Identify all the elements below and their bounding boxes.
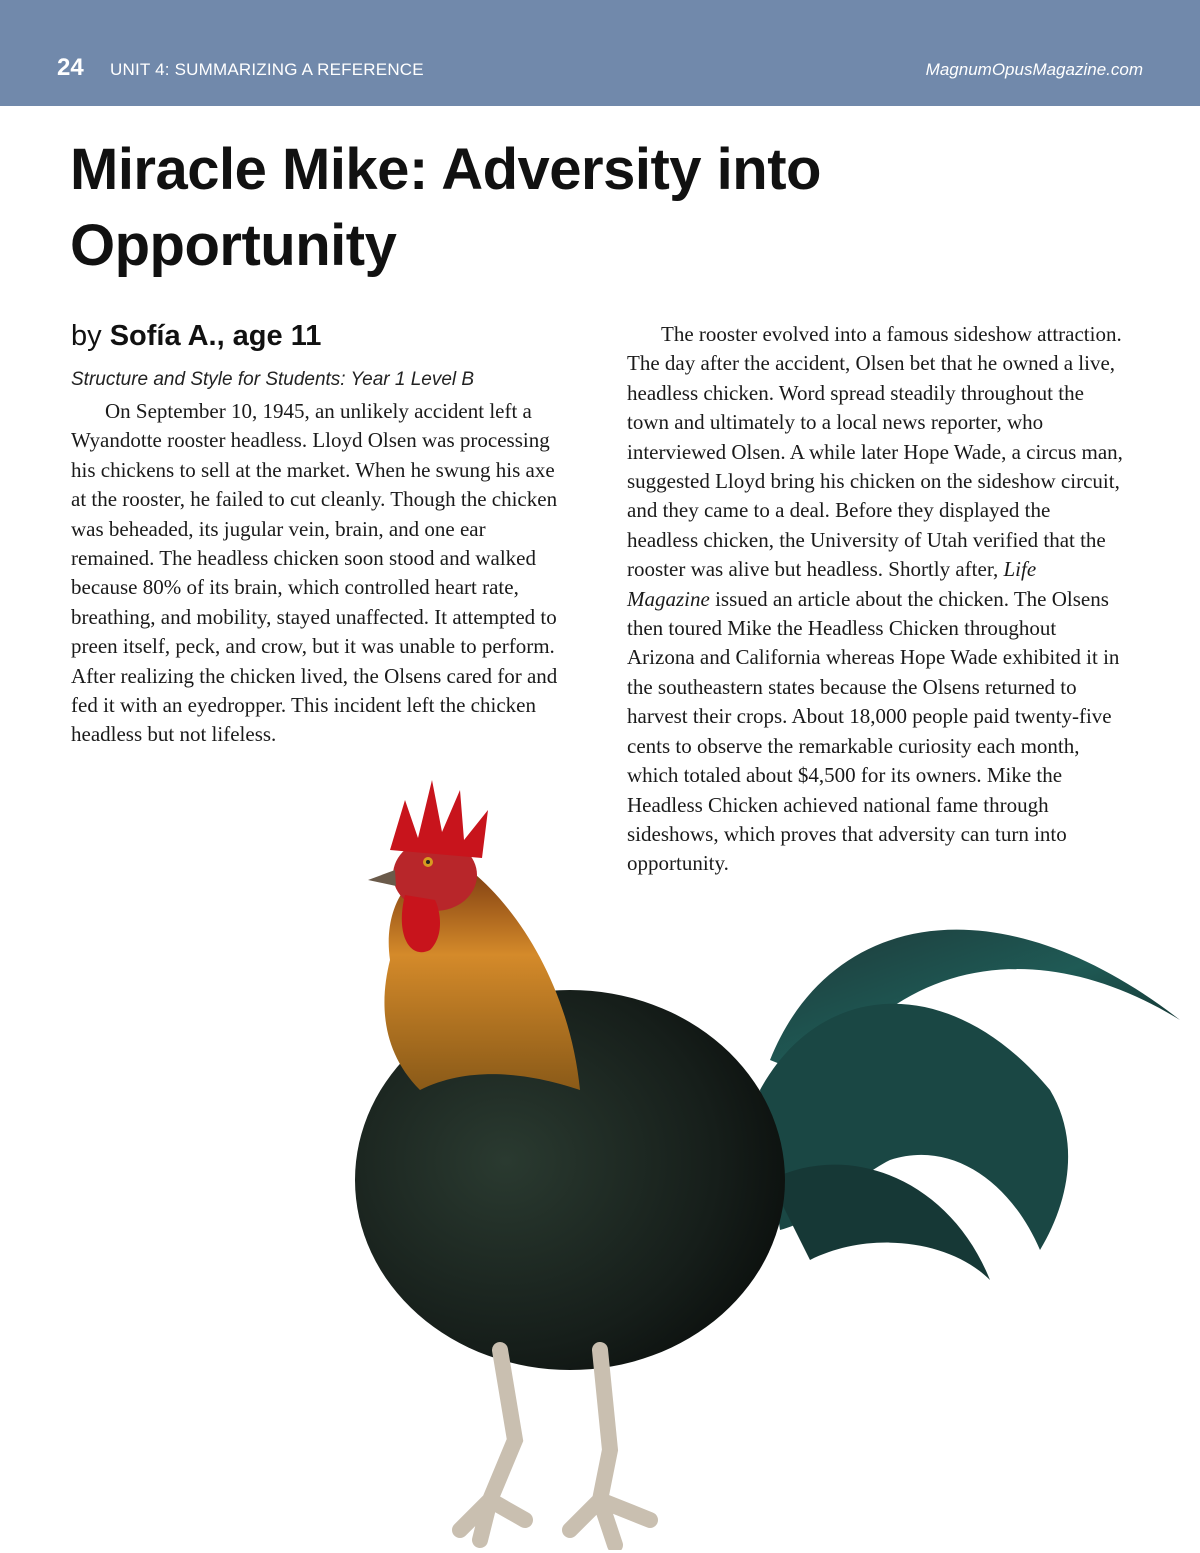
site-url: MagnumOpusMagazine.com	[925, 60, 1143, 79]
rooster-beak	[368, 870, 396, 886]
left-leg	[460, 1350, 525, 1540]
right-leg	[570, 1350, 650, 1545]
paragraph-2-part-2: issued an article about the chicken. The Olsens then toured Mike the Headless Chicken throughout Arizona and California whereas Hope Wade exhibited it in the southeastern states because the Olsens returned to harvest their crops. About 18,000 people paid twenty-five cents to observe the remarkable curiosity each month, which totaled about $4,500 for its owners. Mike the Headless Chicken achieved national fame through sideshows, which proves that adversity can turn into opportunity.	[627, 586, 1120, 876]
paragraph-1: On September 10, 1945, an unlikely accident left a Wyandotte rooster headless. Lloyd Olsen was processing his chickens to sell at the market. When he swung his axe at the rooster, he failed to cut cleanly. Though the chicken was beheaded, its jugular vein, brain, and one ear remained. The headless chicken soon stood and walked because 80% of its brain, which controlled heart rate, breathing, and mobility, stayed unaffected. It attempted to preen itself, peck, and crow, but it was unable to perform. After realizing the chicken lived, the Olsens cared for and fed it with an eyedropper. This incident left the chicken headless but not lifeless.	[71, 399, 558, 747]
rooster-comb	[390, 780, 488, 858]
byline	[71, 320, 321, 353]
course-label: Structure and Style for Students: Year 1 Level B	[71, 369, 475, 390]
page-number: 24	[57, 54, 84, 81]
tail-lower	[770, 1165, 990, 1280]
unit-label: UNIT 4: SUMMARIZING A REFERENCE	[110, 60, 424, 79]
byline-prefix: by	[71, 320, 110, 352]
author-name: Sofía A., age 11	[109, 320, 322, 352]
magazine-name: Life Magazine	[627, 557, 1037, 611]
rooster-image	[350, 760, 1190, 1550]
page-header	[0, 0, 1200, 106]
paragraph-2-part-1: The rooster evolved into a famous sideshow attraction. The day after the accident, Olsen bet that he owned a live, headless chicken. Word spread steadily throughout the town and ultimately to a local news reporter, who interviewed Olsen. A while later Hope Wade, a circus man, suggested Lloyd bring his chicken on the sideshow circuit, and they came to a deal. Before they displayed the headless chicken, the University of Utah verified that the rooster was alive but headless. Shortly after,	[627, 322, 1123, 582]
article-title: Miracle Mike: Adversity into Opportunity	[70, 137, 821, 278]
